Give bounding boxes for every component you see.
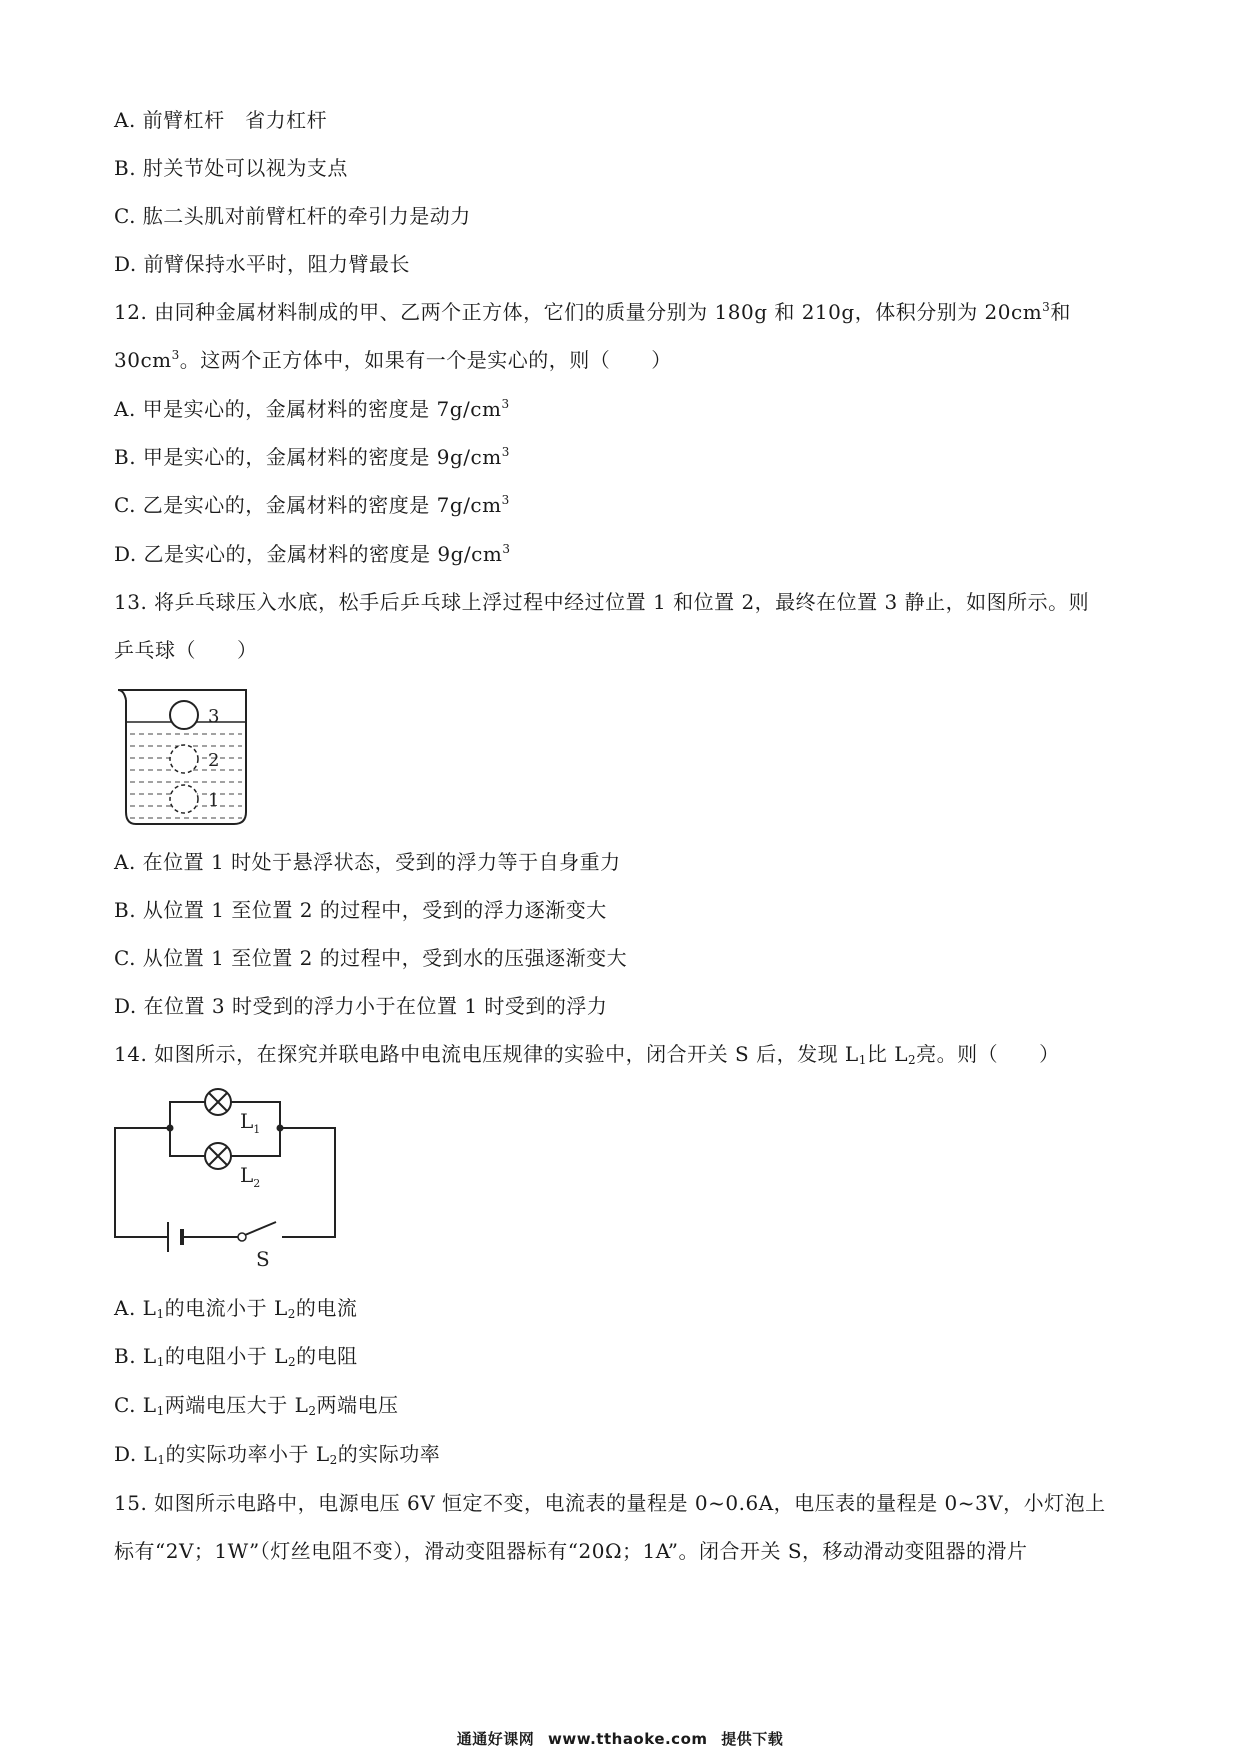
label-l1: $L_1$ [240,1109,261,1136]
q11-option-d: D. 前臂保持水平时，阻力臂最长 [114,252,411,276]
q13-option-d: D. 在位置 3 时受到的浮力小于在位置 1 时受到的浮力 [114,994,608,1018]
q12-option-a: A. 甲是实心的，金属材料的密度是 $7g/cm^3$ [114,397,510,421]
q12-option-d: D. 乙是实心的，金属材料的密度是 $9g/cm^3$ [114,542,511,566]
lamp-l1-icon [205,1089,231,1115]
q13-option-a: A. 在位置 1 时处于悬浮状态，受到的浮力等于自身重力 [114,850,621,874]
lamp-l2-icon [205,1143,231,1169]
label-l2: $L_2$ [240,1163,261,1190]
q13-option-b: B. 从位置 1 至位置 2 的过程中，受到的浮力逐渐变大 [114,898,607,922]
beaker-figure [112,682,252,828]
q12-option-b: B. 甲是实心的，金属材料的密度是 $9g/cm^3$ [114,445,510,469]
label-1: 1 [208,790,220,811]
label-2: 2 [208,750,220,771]
parallel-circuit-figure [110,1082,350,1272]
q12-stem-line2: $30cm^3$。这两个正方体中，如果有一个是实心的，则（ ） [114,348,672,372]
ball-position-3 [170,701,198,729]
q11-option-c: C. 肱二头肌对前臂杠杆的牵引力是动力 [114,204,471,228]
q12-option-c: C. 乙是实心的，金属材料的密度是 $7g/cm^3$ [114,493,510,517]
footer-action: 提供下载 [721,1730,784,1748]
q15-stem-line1: 15. 如图所示电路中，电源电压 6V 恒定不变，电流表的量程是 0~0.6A，电压表的量程是 0~3V，小灯泡上 [114,1491,1106,1515]
ball-position-2 [170,745,198,773]
q14-stem: 14. 如图所示，在探究并联电路中电流电压规律的实验中，闭合开关 S 后，发现 $L_1$比 $L_2$亮。则（ ） [114,1042,1060,1067]
q13-stem-line1: 13. 将乒乓球压入水底，松手后乒乓球上浮过程中经过位置 1 和位置 2，最终在位置 3 静止，如图所示。则 [114,590,1090,614]
q14-option-a: A. $L_1$的电流小于 $L_2$的电流 [114,1296,358,1321]
label-3: 3 [208,706,220,727]
q13-stem-line2: 乒乓球（ ） [114,638,258,662]
ball-position-1 [170,785,198,813]
q11-option-a: A. 前臂杠杆 省力杠杆 [114,108,328,132]
q14-option-b: B. $L_1$的电阻小于 $L_2$的电阻 [114,1344,358,1369]
switch-icon [238,1222,276,1241]
battery-icon [168,1222,182,1252]
q15-stem-line2: 标有“2V；1W”（灯丝电阻不变），滑动变阻器标有“20Ω；1A”。闭合开关 S，移动滑动变阻器的滑片 [114,1539,1028,1563]
q12-stem-line1: 12. 由同种金属材料制成的甲、乙两个正方体，它们的质量分别为 180g 和 210g，体积分别为 $20cm^3$和 [114,300,1071,324]
footer-site-name: 通通好课网 [456,1730,535,1748]
q13-option-c: C. 从位置 1 至位置 2 的过程中，受到水的压强逐渐变大 [114,946,628,970]
q14-option-c: C. $L_1$两端电压大于 $L_2$两端电压 [114,1393,399,1418]
label-s: S [256,1247,270,1271]
page-footer [0,1728,1240,1749]
q14-option-d: D. $L_1$的实际功率小于 $L_2$的实际功率 [114,1442,441,1467]
q11-option-b: B. 肘关节处可以视为支点 [114,156,348,180]
footer-url[interactable]: www.tthaoke.com [547,1730,708,1748]
